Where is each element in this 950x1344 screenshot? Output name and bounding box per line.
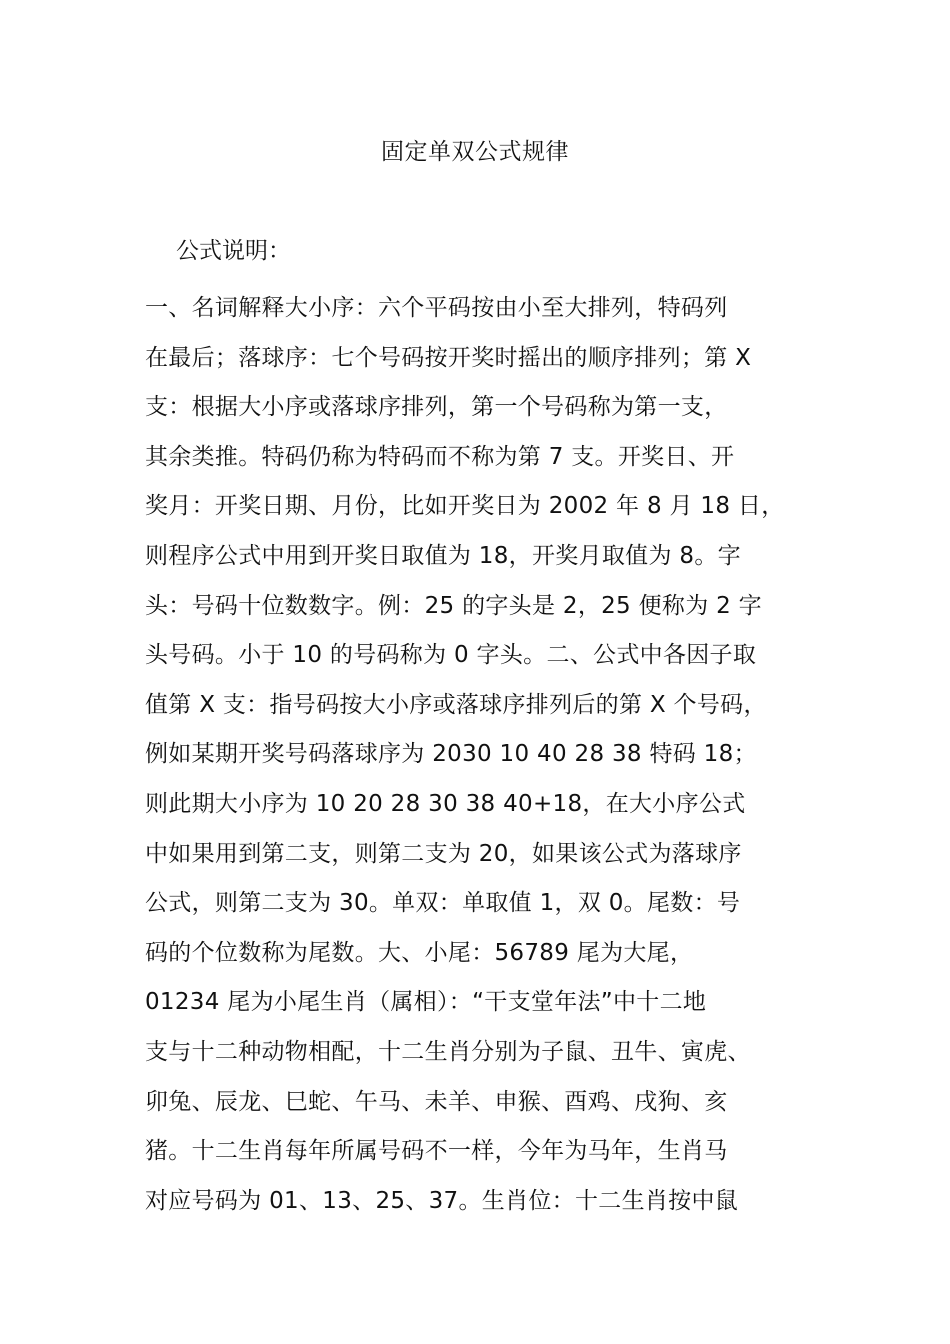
text-line: 则此期大小序为 10 20 28 30 38 40+18，在大小序公式 [145, 790, 746, 817]
text-line: 值第 X 支：指号码按大小序或落球序排列后的第 X 个号码， [145, 691, 767, 718]
text-line: 01234 尾为小尾生肖（属相）：“干支堂年法”中十二地 [145, 989, 707, 1016]
text-line: 对应号码为 01、13、25、37。生肖位：十二生肖按中鼠 [145, 1187, 739, 1214]
section-subhead: 公式说明： [176, 238, 291, 264]
text-line: 其余类推。特码仍称为特码而不称为第 7 支。开奖日、开 [145, 443, 735, 470]
text-line: 中如果用到第二支，则第二支为 20，如果该公式为落球序 [145, 840, 742, 867]
text-line: 奖月：开奖日期、月份，比如开奖日为 2002 年 8 月 18 日， [145, 493, 785, 520]
text-line: 支与十二种动物相配，十二生肖分别为子鼠、丑牛、寅虎、 [145, 1038, 751, 1065]
text-line: 一、名词解释大小序：六个平码按由小至大排列，特码列 [145, 295, 728, 321]
body-text [145, 284, 825, 1226]
document-title: 固定单双公式规律 [381, 139, 569, 165]
text-line: 公式，则第二支为 30。单双：单取值 1，双 0。尾数：号 [145, 890, 741, 917]
text-line: 则程序公式中用到开奖日取值为 18，开奖月取值为 8。字 [145, 542, 741, 569]
text-line: 头号码。小于 10 的号码称为 0 字头。二、公式中各因子取 [145, 642, 757, 669]
text-line: 例如某期开奖号码落球序为 2030 10 40 28 38 特码 18； [145, 741, 757, 768]
text-line: 猪。十二生肖每年所属号码不一样，今年为马年，生肖马 [145, 1138, 728, 1165]
text-line: 卯兔、辰龙、巳蛇、午马、未羊、申猴、酉鸡、戌狗、亥 [145, 1088, 728, 1115]
text-line: 支：根据大小序或落球序排列，第一个号码称为第一支， [145, 394, 728, 421]
text-line: 在最后；落球序：七个号码按开奖时摇出的顺序排列；第 X [145, 344, 752, 371]
text-line: 头：号码十位数数字。例：25 的字头是 2，25 便称为 2 字 [145, 592, 762, 619]
text-line: 码的个位数称为尾数。大、小尾：56789 尾为大尾， [145, 939, 694, 966]
